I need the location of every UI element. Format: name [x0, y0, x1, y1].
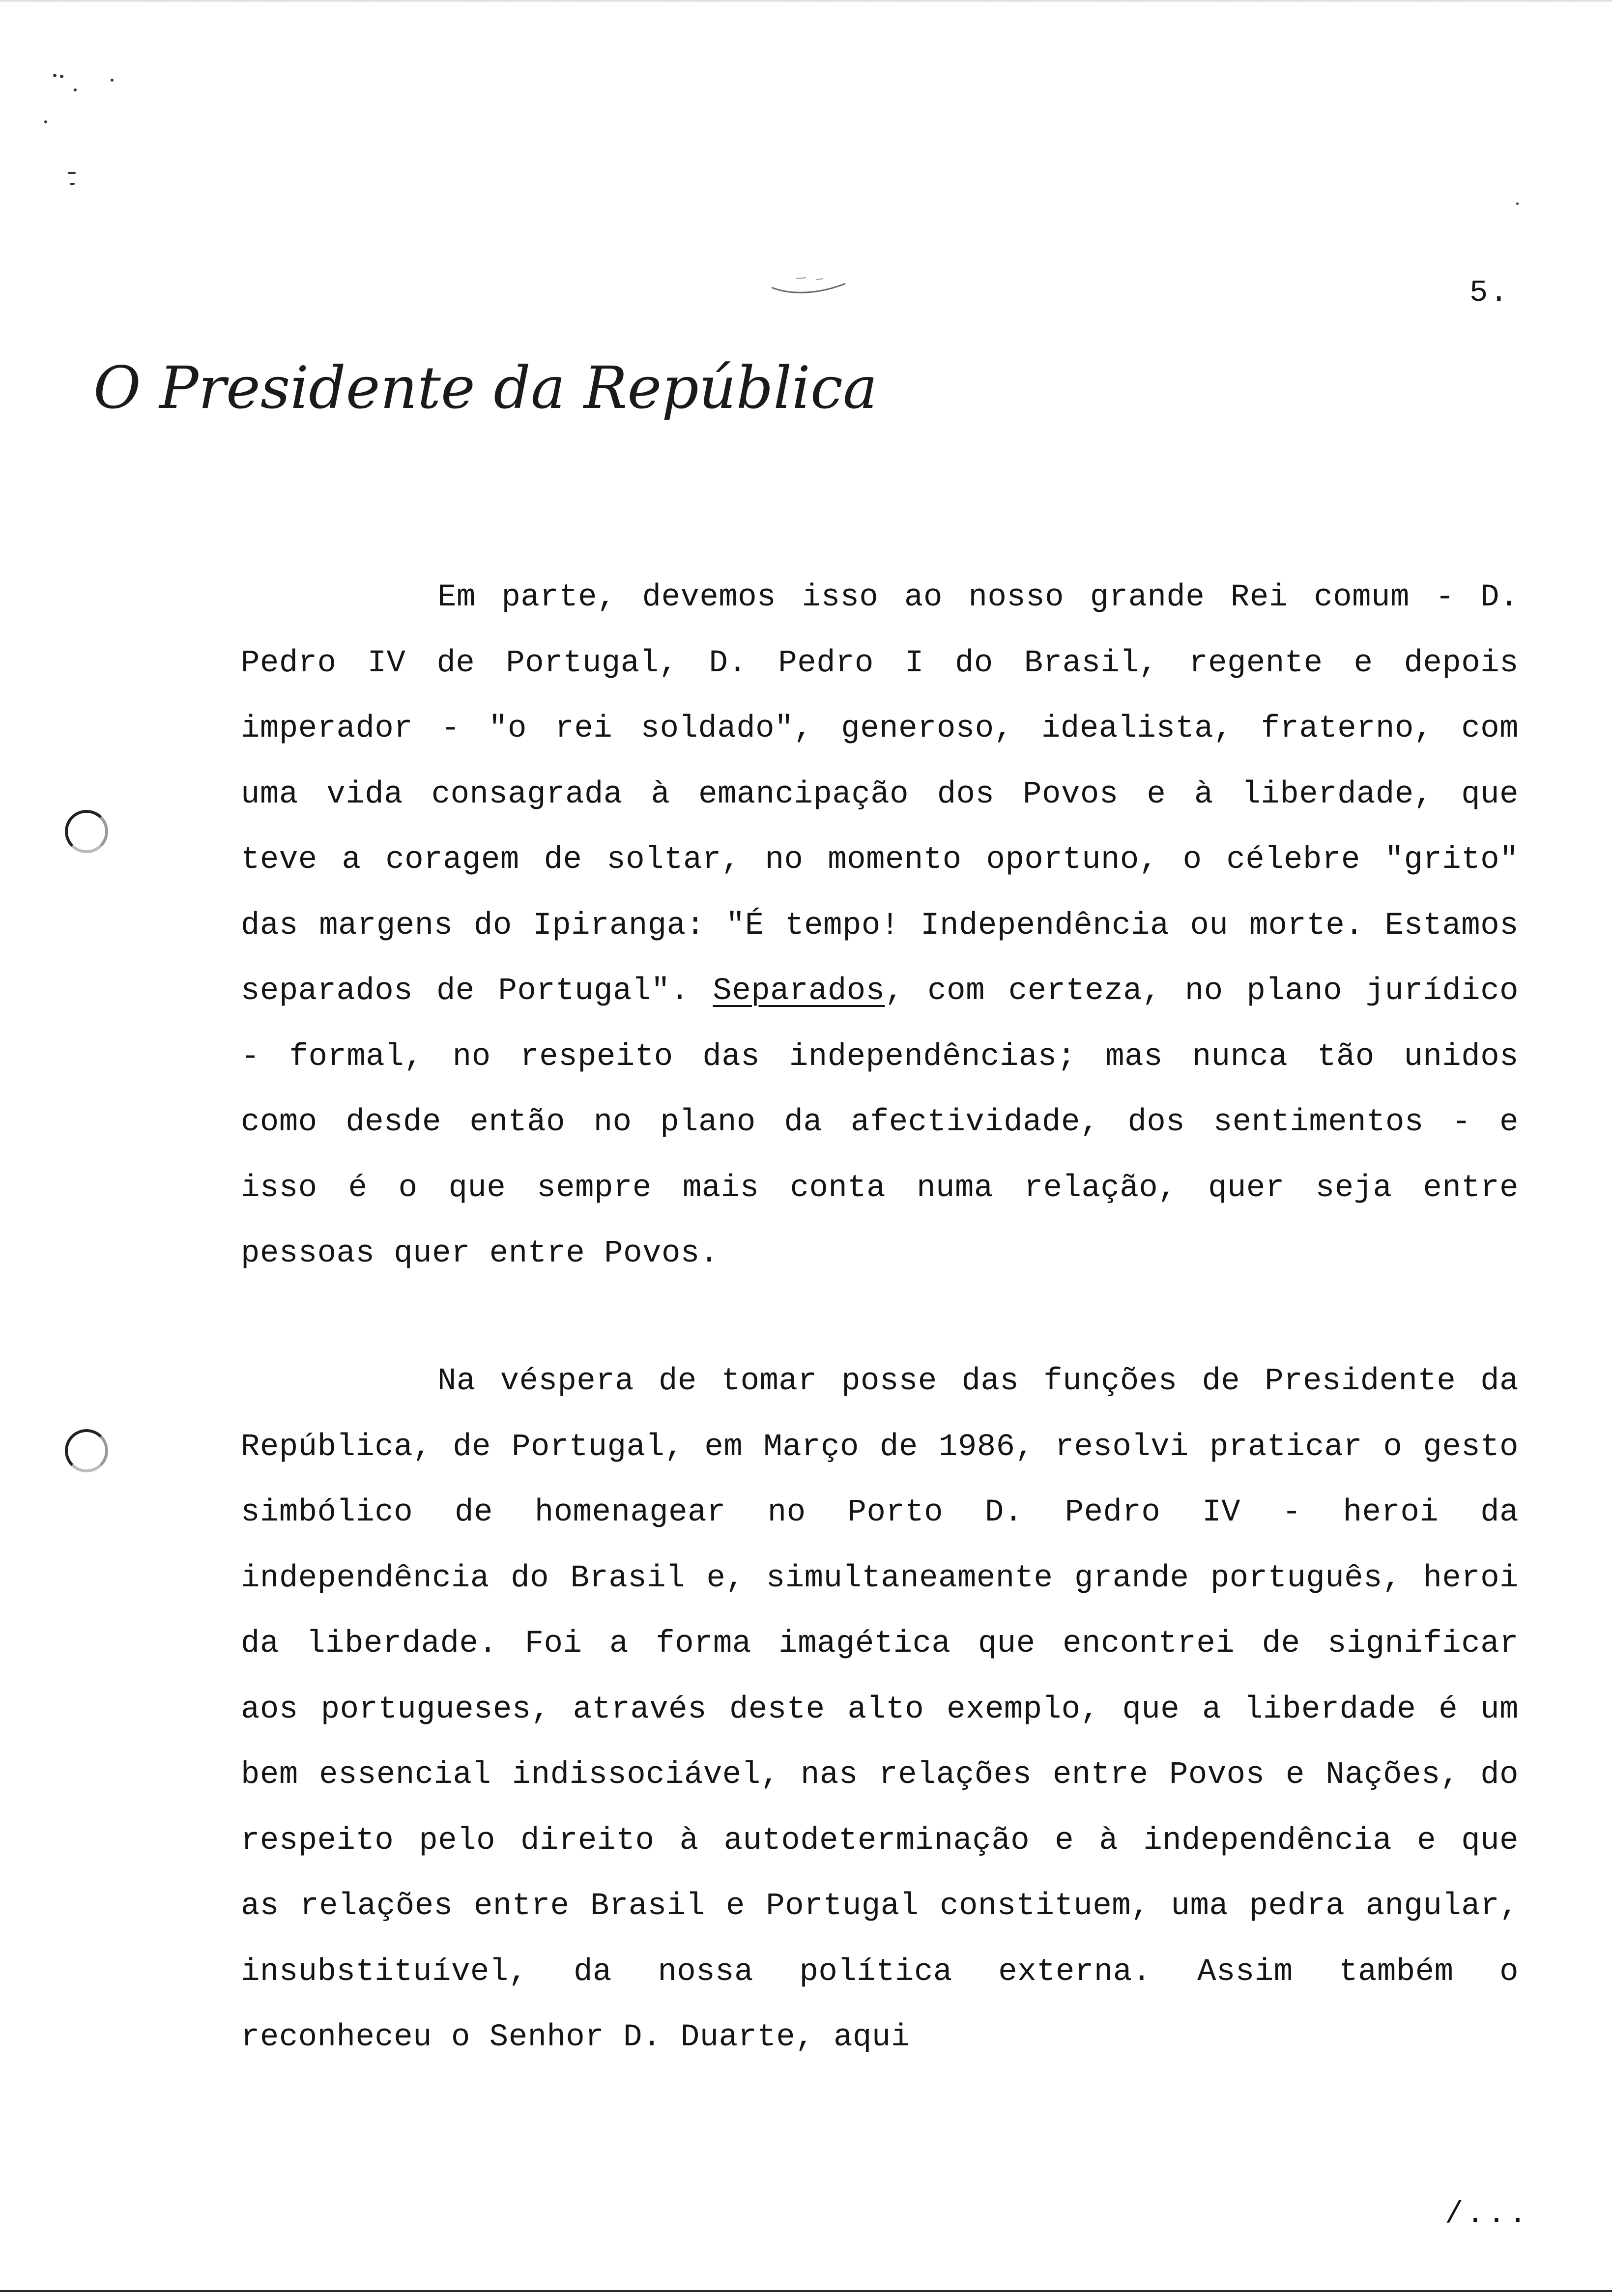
scan-speck — [60, 75, 63, 78]
underlined-word: Separados — [713, 974, 885, 1009]
body-paragraph — [241, 565, 1519, 1287]
paragraph-text: Em parte, devemos isso ao nosso grande Rei comum - D. Pedro IV de Portugal, D. Pedro I do Brasil, regente e depois imperador - "o rei soldado", generoso, idealista, fraterno, com uma vida consagrada à emancipação dos Povos e à liberdade, que teve a coragem de soltar, no momento oportuno, o célebre "grito" das margens do Ipiranga: "É tempo! Independência ou morte. Estamos separados de Portugal". — [241, 580, 1519, 1009]
scan-speck — [74, 88, 77, 91]
page-number: 5. — [1469, 275, 1510, 310]
body-paragraph — [241, 1349, 1519, 2071]
scan-speck — [70, 183, 75, 185]
scan-speck — [1516, 202, 1519, 205]
scan-speck — [53, 74, 57, 77]
letterhead-logo — [88, 344, 878, 432]
continuation-mark: /... — [1445, 2197, 1530, 2232]
paragraph-text: , com certeza, no plano jurídico - formal, no respeito das independências; mas nunca tão unidos como desde então no plano da afectividade, dos sentimentos - e isso é o que sempre mais conta numa relação, quer seja entre pessoas quer entre Povos. — [241, 974, 1519, 1271]
svg-text:O Presidente da República: O Presidente da República — [93, 354, 878, 422]
pen-scribble — [757, 273, 855, 307]
paragraph-text: Na véspera de tomar posse das funções de Presidente da República, de Portugal, em Março de 1986, resolvi praticar o gesto simbólico de homenagear no Porto D. Pedro IV - heroi da independência do Brasil e, simultaneamente grande português, heroi da liberdade. Foi a forma imagética que encontrei de significar aos portugueses, através deste alto exemplo, que a liberdade é um bem essencial indissociável, nas relações entre Povos e Nações, do respeito pelo direito à autodeterminação e à independência e que as relações entre Brasil e Portugal constituem, uma pedra angular, insubstituível, da nossa política externa. Assim também o reconheceu o Senhor D. Duarte, aqui — [241, 1364, 1519, 2055]
scan-speck — [68, 172, 76, 174]
page-top-edge — [0, 0, 1612, 3]
scan-speck — [111, 79, 114, 82]
page-bottom-edge — [0, 2290, 1612, 2292]
scan-speck — [44, 120, 47, 123]
punch-hole — [65, 1429, 108, 1472]
punch-hole — [65, 810, 108, 853]
